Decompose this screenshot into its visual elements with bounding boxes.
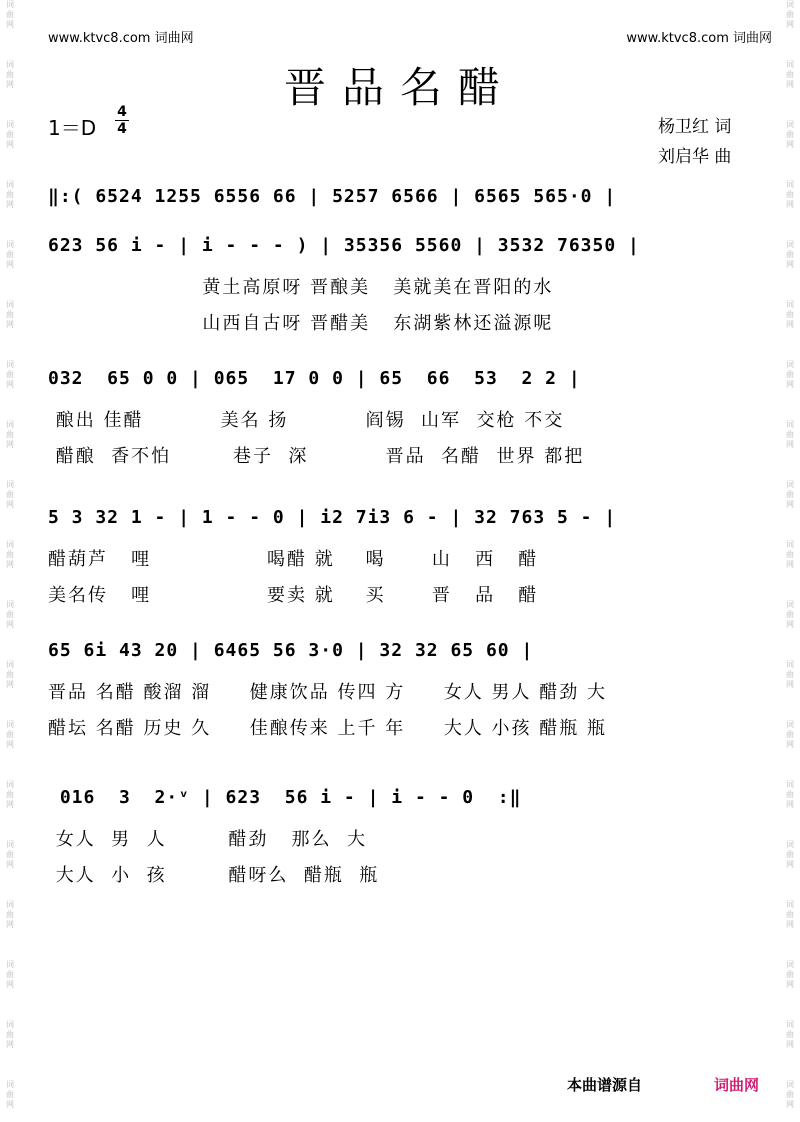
header-watermark-right: www.ktvc8.com 词曲网: [626, 31, 772, 46]
side-watermark-group: [6, 1080, 14, 1110]
time-signature-top: 4: [117, 104, 127, 120]
side-watermark-char: 词: [786, 720, 794, 729]
side-watermark-char: 网: [6, 980, 14, 989]
side-watermark-group: [6, 840, 14, 870]
side-watermark-char: 网: [786, 320, 794, 329]
side-watermark-char: 曲: [786, 730, 794, 739]
side-watermark-char: 曲: [6, 370, 14, 379]
side-watermark-char: 曲: [6, 490, 14, 499]
side-watermark-char: 曲: [6, 910, 14, 919]
side-watermark-char: 曲: [786, 850, 794, 859]
side-watermark-char: 词: [786, 360, 794, 369]
side-watermark-char: 词: [6, 540, 14, 549]
lyric-verse-1: 黄土高原呀 晋酿美 美就美在晋阳的水: [48, 277, 554, 298]
side-watermark-char: 曲: [6, 250, 14, 259]
side-watermark-group: [6, 120, 14, 150]
side-watermark-char: 曲: [6, 130, 14, 139]
song-title: 晋品名醋: [283, 63, 516, 112]
lyric-verse-2: 大人 小 孩 醋呀么 醋瓶 瓶: [48, 865, 380, 886]
side-watermark-char: 曲: [6, 190, 14, 199]
side-watermark-char: 词: [6, 720, 14, 729]
side-watermark-char: 曲: [6, 10, 14, 19]
side-watermark-char: 曲: [6, 610, 14, 619]
side-watermark-char: 网: [6, 140, 14, 149]
side-watermark-char: 词: [6, 120, 14, 129]
side-watermark-char: 网: [786, 500, 794, 509]
side-watermark-char: 词: [6, 960, 14, 969]
side-watermark-group: [786, 300, 794, 330]
side-watermark-char: 曲: [786, 130, 794, 139]
score-line: [0, 787, 800, 886]
side-watermark-group: [786, 900, 794, 930]
side-watermark-group: [786, 720, 794, 750]
side-watermark-char: 曲: [786, 370, 794, 379]
side-watermark-char: 曲: [786, 310, 794, 319]
header-watermark-left: www.ktvc8.com 词曲网: [48, 31, 194, 46]
side-watermark-char: 网: [6, 800, 14, 809]
side-watermark-char: 网: [786, 920, 794, 929]
side-watermark-char: 曲: [6, 310, 14, 319]
lyric-verse-1: 晋品 名醋 酸溜 溜 健康饮品 传四 方 女人 男人 醋劲 大: [48, 682, 607, 703]
side-watermark-char: 词: [786, 120, 794, 129]
side-watermark-char: 词: [786, 780, 794, 789]
side-watermark-char: 曲: [786, 430, 794, 439]
side-watermark-char: 词: [786, 420, 794, 429]
lyric-verse-2: 山西自古呀 晋醋美 东湖紫林还溢源呢: [48, 313, 554, 334]
left-watermark-strip: [2, 0, 18, 1122]
side-watermark-char: 网: [786, 620, 794, 629]
side-watermark-char: 网: [6, 1040, 14, 1049]
notation: ‖:( 6524 1255 6556 66 | 5257 6566 | 6565 565·0 |: [48, 186, 617, 207]
side-watermark-char: 词: [6, 480, 14, 489]
side-watermark-char: 词: [6, 1020, 14, 1029]
score-line: [0, 235, 800, 334]
side-watermark-char: 网: [786, 740, 794, 749]
side-watermark-char: 词: [786, 840, 794, 849]
notation: 623 56 i - | i - - - ) | 35356 5560 | 3532 76350 |: [48, 235, 640, 256]
side-watermark-char: 词: [786, 240, 794, 249]
side-watermark-char: 网: [6, 1100, 14, 1109]
side-watermark-group: [786, 1020, 794, 1050]
side-watermark-char: 词: [786, 60, 794, 69]
side-watermark-char: 词: [786, 960, 794, 969]
side-watermark-char: 网: [6, 860, 14, 869]
side-watermark-group: [6, 720, 14, 750]
side-watermark-char: 网: [6, 320, 14, 329]
side-watermark-char: 词: [786, 0, 794, 9]
lyric-verse-1: 酿出 佳醋 美名 扬 阎锡 山军 交枪 不交: [48, 410, 565, 431]
side-watermark-char: 网: [6, 680, 14, 689]
side-watermark-char: 网: [6, 20, 14, 29]
side-watermark-char: 词: [6, 780, 14, 789]
side-watermark-group: [786, 600, 794, 630]
side-watermark-char: 词: [6, 300, 14, 309]
score-line: [0, 186, 800, 236]
side-watermark-char: 曲: [6, 550, 14, 559]
side-watermark-char: 词: [6, 660, 14, 669]
side-watermark-char: 曲: [6, 850, 14, 859]
side-watermark-char: 曲: [786, 190, 794, 199]
side-watermark-char: 网: [786, 800, 794, 809]
right-watermark-strip: [782, 0, 798, 1122]
side-watermark-char: 曲: [786, 1090, 794, 1099]
side-watermark-group: [6, 900, 14, 930]
side-watermark-char: 网: [6, 620, 14, 629]
lyric-verse-1: 女人 男 人 醋劲 那么 大: [48, 829, 367, 850]
side-watermark-char: 词: [6, 420, 14, 429]
side-watermark-char: 词: [786, 900, 794, 909]
side-watermark-char: 曲: [786, 250, 794, 259]
lyricist-credit: 杨卫红 词: [658, 117, 732, 137]
notation: 5 3 32 1 - | 1 - - 0 | i2 7i3 6 - | 32 763 5 - |: [48, 507, 617, 528]
side-watermark-char: 曲: [6, 790, 14, 799]
side-watermark-char: 词: [6, 1080, 14, 1089]
side-watermark-char: 曲: [6, 730, 14, 739]
side-watermark-char: 曲: [6, 1090, 14, 1099]
side-watermark-char: 曲: [6, 970, 14, 979]
side-watermark-char: 词: [6, 60, 14, 69]
side-watermark-char: 网: [6, 80, 14, 89]
side-watermark-group: [786, 960, 794, 990]
side-watermark-char: 曲: [786, 1030, 794, 1039]
side-watermark-group: [6, 420, 14, 450]
side-watermark-char: 词: [786, 480, 794, 489]
side-watermark-group: [6, 300, 14, 330]
side-watermark-char: 网: [786, 1100, 794, 1109]
side-watermark-char: 词: [786, 600, 794, 609]
side-watermark-char: 词: [6, 600, 14, 609]
side-watermark-char: 曲: [786, 910, 794, 919]
side-watermark-char: 网: [786, 140, 794, 149]
side-watermark-char: 网: [6, 380, 14, 389]
side-watermark-char: 曲: [786, 550, 794, 559]
side-watermark-char: 网: [786, 80, 794, 89]
lyric-verse-2: 醋酿 香不怕 巷子 深 晋品 名醋 世界 都把: [48, 446, 585, 467]
side-watermark-char: 网: [6, 440, 14, 449]
side-watermark-char: 网: [786, 440, 794, 449]
side-watermark-char: 词: [786, 1020, 794, 1029]
side-watermark-char: 词: [6, 0, 14, 9]
side-watermark-char: 网: [6, 560, 14, 569]
side-watermark-char: 网: [786, 20, 794, 29]
side-watermark-char: 网: [786, 1040, 794, 1049]
side-watermark-char: 曲: [786, 490, 794, 499]
side-watermark-char: 网: [786, 860, 794, 869]
time-signature-bottom: 4: [115, 120, 129, 137]
side-watermark-group: [786, 840, 794, 870]
side-watermark-char: 词: [786, 660, 794, 669]
side-watermark-char: 词: [786, 540, 794, 549]
notation: 65 6i 43 20 | 6465 56 3·0 | 32 32 65 60 |: [48, 640, 534, 661]
side-watermark-char: 曲: [6, 1030, 14, 1039]
side-watermark-group: [6, 960, 14, 990]
side-watermark-group: [786, 1080, 794, 1110]
side-watermark-char: 曲: [786, 970, 794, 979]
side-watermark-char: 网: [786, 380, 794, 389]
side-watermark-char: 网: [6, 920, 14, 929]
lyric-verse-2: 醋坛 名醋 历史 久 佳酿传来 上千 年 大人 小孩 醋瓶 瓶: [48, 718, 607, 739]
side-watermark-char: 网: [6, 740, 14, 749]
score-line: [0, 368, 800, 467]
score-line: [0, 640, 800, 739]
side-watermark-char: 网: [786, 680, 794, 689]
side-watermark-char: 网: [786, 200, 794, 209]
side-watermark-group: [6, 600, 14, 630]
key-signature: 1＝D: [48, 116, 97, 140]
side-watermark-char: 词: [786, 180, 794, 189]
lyric-verse-2: 美名传 哩 要卖 就 买 晋 品 醋: [48, 585, 539, 606]
side-watermark-char: 曲: [786, 70, 794, 79]
side-watermark-char: 网: [6, 200, 14, 209]
side-watermark-char: 曲: [786, 790, 794, 799]
composer-credit: 刘启华 曲: [658, 147, 732, 167]
side-watermark-char: 词: [786, 300, 794, 309]
side-watermark-char: 词: [6, 240, 14, 249]
side-watermark-char: 网: [786, 980, 794, 989]
side-watermark-char: 曲: [6, 670, 14, 679]
side-watermark-char: 词: [6, 360, 14, 369]
side-watermark-char: 曲: [786, 10, 794, 19]
side-watermark-char: 曲: [6, 430, 14, 439]
time-signature: [115, 104, 129, 137]
side-watermark-group: [786, 120, 794, 150]
side-watermark-char: 网: [6, 260, 14, 269]
side-watermark-group: [6, 1020, 14, 1050]
score-line: [0, 507, 800, 606]
side-watermark-group: [6, 0, 14, 30]
footer-source-label: 本曲谱源自: [567, 1076, 643, 1094]
footer-brand-link[interactable]: 词曲网: [714, 1076, 760, 1094]
side-watermark-char: 词: [6, 900, 14, 909]
side-watermark-group: [6, 480, 14, 510]
side-watermark-group: [786, 480, 794, 510]
side-watermark-group: [786, 0, 794, 30]
side-watermark-char: 词: [6, 840, 14, 849]
side-watermark-group: [786, 420, 794, 450]
lyric-verse-1: 醋葫芦 哩 喝醋 就 喝 山 西 醋: [48, 549, 539, 570]
side-watermark-char: 词: [786, 1080, 794, 1089]
side-watermark-char: 网: [6, 500, 14, 509]
side-watermark-char: 网: [786, 260, 794, 269]
notation: 032 65 0 0 | 065 17 0 0 | 65 66 53 2 2 |: [48, 368, 581, 389]
side-watermark-char: 曲: [786, 610, 794, 619]
side-watermark-char: 曲: [786, 670, 794, 679]
side-watermark-char: 曲: [6, 70, 14, 79]
notation: 016 3 2·ᵛ | 623 56 i - | i - - 0 :‖: [48, 787, 522, 808]
side-watermark-char: 词: [6, 180, 14, 189]
side-watermark-char: 网: [786, 560, 794, 569]
